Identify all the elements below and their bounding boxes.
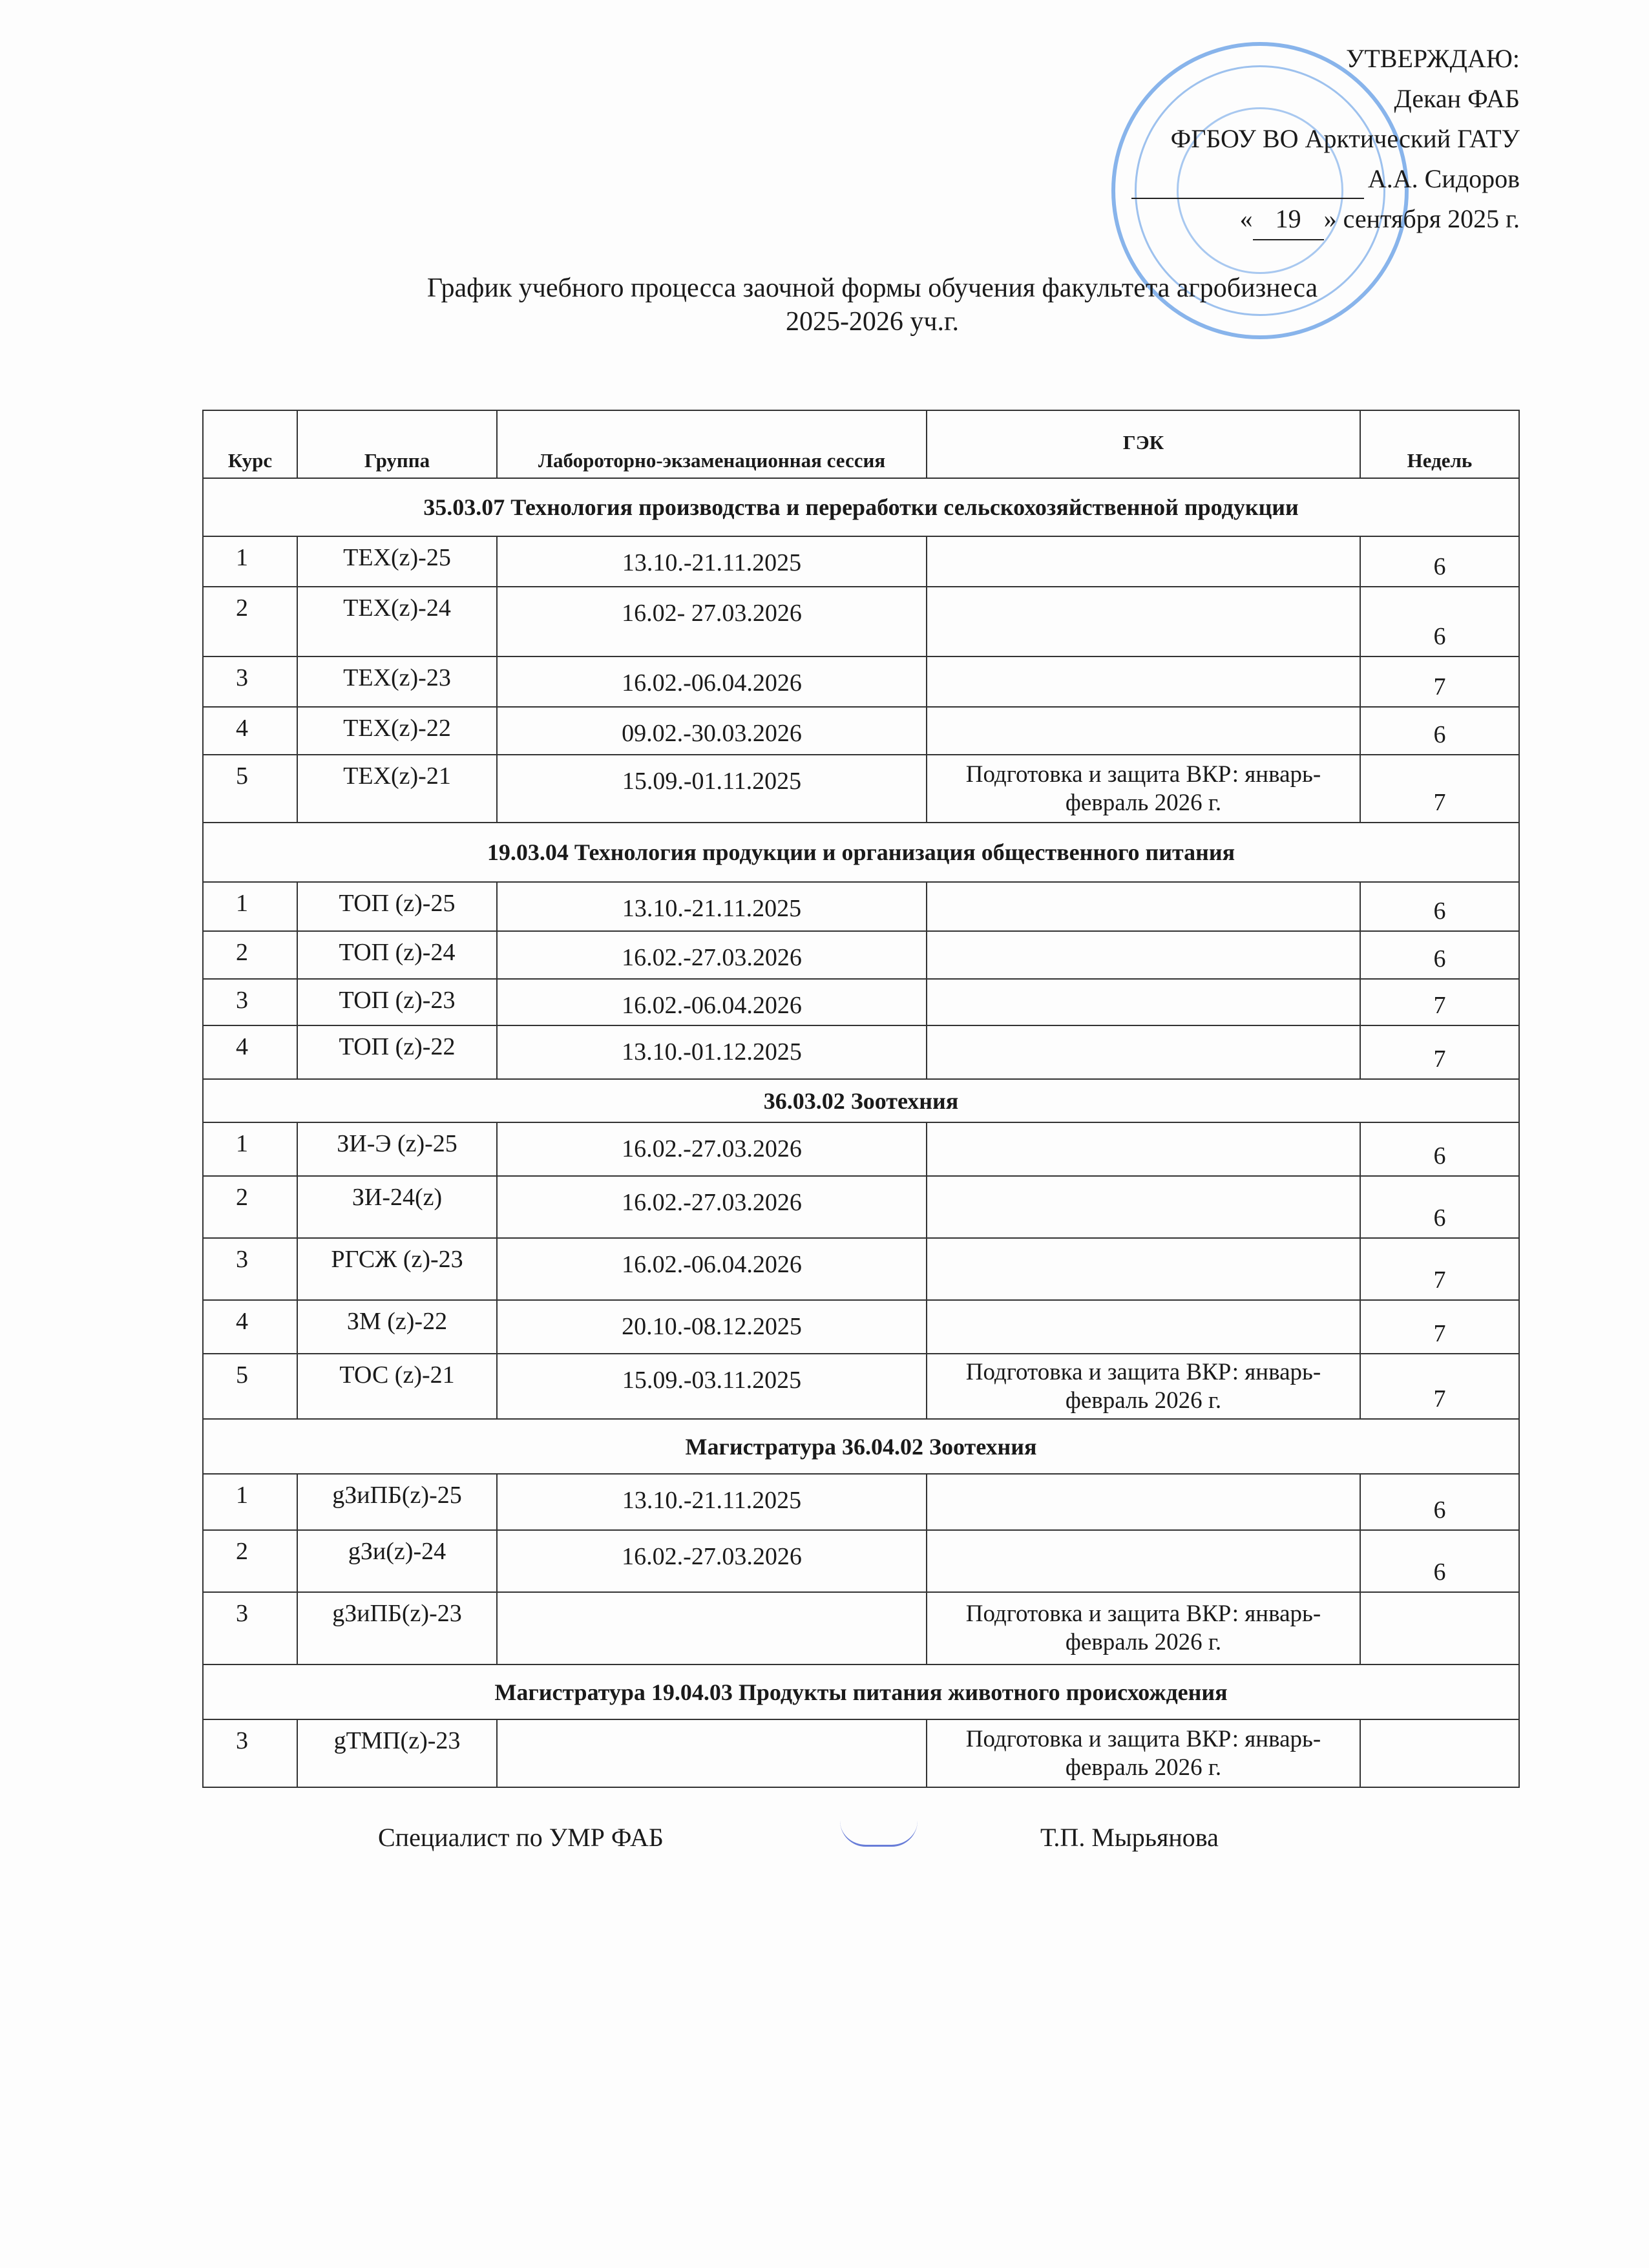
section-row	[203, 1079, 1519, 1122]
table-row	[203, 1122, 1519, 1176]
cell-group: ТОП (z)-24	[297, 931, 497, 979]
table-row	[203, 1176, 1519, 1238]
cell-group: ТОП (z)-25	[297, 882, 497, 931]
cell-session: 20.10.-08.12.2025	[497, 1300, 927, 1354]
cell-gek	[927, 1238, 1360, 1300]
section-title: 35.03.07 Технология производства и переработки сельскохозяйственной продукции	[203, 478, 1519, 536]
cell-group: ТЕХ(z)-22	[297, 707, 497, 755]
header-row	[203, 410, 1519, 478]
approval-position: Декан ФАБ	[1394, 84, 1520, 113]
cell-group: gЗи(z)-24	[297, 1530, 497, 1592]
section-title: 36.03.02 Зоотехния	[203, 1079, 1519, 1122]
cell-weeks: 7	[1360, 1025, 1519, 1079]
section-row	[203, 478, 1519, 536]
cell-session: 13.10.-21.11.2025	[497, 1474, 927, 1530]
table-row	[203, 979, 1519, 1025]
cell-weeks: 6	[1360, 1474, 1519, 1530]
table-row	[203, 755, 1519, 823]
approval-date	[1131, 199, 1520, 240]
cell-session: 13.10.-01.12.2025	[497, 1025, 927, 1079]
header-session: Лабороторно-экзаменационная сессия	[497, 410, 927, 478]
date-day: 19	[1253, 199, 1324, 240]
cell-session: 16.02.-27.03.2026	[497, 1122, 927, 1176]
cell-group: ТОП (z)-22	[297, 1025, 497, 1079]
cell-gek	[927, 1300, 1360, 1354]
cell-gek: Подготовка и защита ВКР: январь-февраль 2026 г.	[927, 1592, 1360, 1664]
cell-gek	[927, 1025, 1360, 1079]
title-line1: График учебного процесса заочной формы обучения факультета агробизнеса	[426, 273, 1318, 303]
cell-gek	[927, 587, 1360, 656]
date-rest: » сентября 2025 г.	[1323, 204, 1520, 233]
cell-weeks: 6	[1360, 882, 1519, 931]
cell-weeks	[1360, 1592, 1519, 1664]
schedule-table	[202, 410, 1520, 1788]
cell-kurs: 2	[203, 931, 297, 979]
table-row	[203, 1025, 1519, 1079]
cell-group: ТОС (z)-21	[297, 1354, 497, 1419]
cell-kurs: 2	[203, 1176, 297, 1238]
cell-kurs: 1	[203, 1474, 297, 1530]
cell-session	[497, 1592, 927, 1664]
cell-kurs: 5	[203, 755, 297, 823]
cell-group: ТЕХ(z)-24	[297, 587, 497, 656]
table-row	[203, 1354, 1519, 1419]
cell-group: ЗМ (z)-22	[297, 1300, 497, 1354]
cell-kurs: 3	[203, 1719, 297, 1787]
cell-weeks: 6	[1360, 587, 1519, 656]
table-row	[203, 707, 1519, 755]
section-row	[203, 823, 1519, 882]
footer-name: Т.П. Мырьянова	[1040, 1823, 1219, 1852]
cell-session: 09.02.-30.03.2026	[497, 707, 927, 755]
cell-weeks: 7	[1360, 1300, 1519, 1354]
section-row	[203, 1664, 1519, 1719]
cell-session: 13.10.-21.11.2025	[497, 536, 927, 587]
cell-session: 16.02.-06.04.2026	[497, 656, 927, 707]
cell-kurs: 4	[203, 707, 297, 755]
cell-weeks: 7	[1360, 755, 1519, 823]
cell-weeks	[1360, 1719, 1519, 1787]
header-kurs: Курс	[203, 410, 297, 478]
cell-gek	[927, 1176, 1360, 1238]
cell-gek	[927, 979, 1360, 1025]
approval-block	[1131, 39, 1520, 240]
cell-weeks: 6	[1360, 1176, 1519, 1238]
cell-weeks: 6	[1360, 1122, 1519, 1176]
header-weeks: Недель	[1360, 410, 1519, 478]
cell-group: gЗиПБ(z)-23	[297, 1592, 497, 1664]
table-row	[203, 1474, 1519, 1530]
footer-position: Специалист по УМР ФАБ	[378, 1823, 664, 1852]
table-row	[203, 536, 1519, 587]
signature-line	[1131, 172, 1364, 199]
cell-kurs: 1	[203, 536, 297, 587]
table-row	[203, 1238, 1519, 1300]
date-open: «	[1239, 204, 1253, 233]
cell-session: 13.10.-21.11.2025	[497, 882, 927, 931]
cell-group: gЗиПБ(z)-25	[297, 1474, 497, 1530]
cell-session: 16.02- 27.03.2026	[497, 587, 927, 656]
cell-group: ЗИ-Э (z)-25	[297, 1122, 497, 1176]
table-row	[203, 656, 1519, 707]
cell-gek	[927, 1530, 1360, 1592]
cell-weeks: 6	[1360, 536, 1519, 587]
cell-kurs: 1	[203, 882, 297, 931]
cell-session: 16.02.-27.03.2026	[497, 1176, 927, 1238]
cell-group: ТЕХ(z)-23	[297, 656, 497, 707]
cell-kurs: 4	[203, 1025, 297, 1079]
cell-gek	[927, 1122, 1360, 1176]
cell-weeks: 6	[1360, 707, 1519, 755]
table-row	[203, 1300, 1519, 1354]
table-row	[203, 587, 1519, 656]
cell-session: 15.09.-01.11.2025	[497, 755, 927, 823]
cell-kurs: 5	[203, 1354, 297, 1419]
cell-gek	[927, 536, 1360, 587]
table-row	[203, 931, 1519, 979]
cell-group: ТЕХ(z)-25	[297, 536, 497, 587]
cell-weeks: 7	[1360, 656, 1519, 707]
cell-gek	[927, 931, 1360, 979]
cell-kurs: 2	[203, 1530, 297, 1592]
cell-gek: Подготовка и защита ВКР: январь-февраль 2026 г.	[927, 1354, 1360, 1419]
cell-weeks: 7	[1360, 979, 1519, 1025]
cell-session: 16.02.-27.03.2026	[497, 931, 927, 979]
cell-weeks: 6	[1360, 931, 1519, 979]
cell-kurs: 1	[203, 1122, 297, 1176]
approval-name: А.А. Сидоров	[1367, 164, 1520, 193]
cell-gek	[927, 656, 1360, 707]
cell-gek: Подготовка и защита ВКР: январь-февраль 2026 г.	[927, 1719, 1360, 1787]
header-group: Группа	[297, 410, 497, 478]
approval-org: ФГБОУ ВО Арктический ГАТУ	[1170, 124, 1520, 153]
section-title: 19.03.04 Технология продукции и организация общественного питания	[203, 823, 1519, 882]
cell-group: ЗИ-24(z)	[297, 1176, 497, 1238]
cell-kurs: 3	[203, 1238, 297, 1300]
cell-session	[497, 1719, 927, 1787]
cell-kurs: 3	[203, 656, 297, 707]
cell-group: gТМП(z)-23	[297, 1719, 497, 1787]
title-line2: 2025-2026 уч.г.	[785, 307, 960, 337]
cell-kurs: 3	[203, 1592, 297, 1664]
cell-kurs: 3	[203, 979, 297, 1025]
cell-session: 16.02.-06.04.2026	[497, 1238, 927, 1300]
cell-session: 16.02.-27.03.2026	[497, 1530, 927, 1592]
cell-gek	[927, 1474, 1360, 1530]
cell-kurs: 2	[203, 587, 297, 656]
section-row	[203, 1419, 1519, 1474]
cell-group: РГСЖ (z)-23	[297, 1238, 497, 1300]
document-title	[0, 271, 1649, 339]
header-gek: ГЭК	[927, 410, 1360, 478]
cell-group: ТОП (z)-23	[297, 979, 497, 1025]
cell-weeks: 7	[1360, 1238, 1519, 1300]
section-title: Магистратура 36.04.02 Зоотехния	[203, 1419, 1519, 1474]
cell-gek: Подготовка и защита ВКР: январь-февраль 2026 г.	[927, 755, 1360, 823]
cell-gek	[927, 707, 1360, 755]
table-row	[203, 1592, 1519, 1664]
specialist-signature	[840, 1806, 918, 1847]
cell-kurs: 4	[203, 1300, 297, 1354]
approval-heading: УТВЕРЖДАЮ:	[1346, 44, 1520, 73]
cell-session: 15.09.-03.11.2025	[497, 1354, 927, 1419]
table-row	[203, 1530, 1519, 1592]
cell-group: ТЕХ(z)-21	[297, 755, 497, 823]
section-title: Магистратура 19.04.03 Продукты питания животного происхождения	[203, 1664, 1519, 1719]
cell-weeks: 7	[1360, 1354, 1519, 1419]
cell-session: 16.02.-06.04.2026	[497, 979, 927, 1025]
table-row	[203, 882, 1519, 931]
table-row	[203, 1719, 1519, 1787]
cell-weeks: 6	[1360, 1530, 1519, 1592]
cell-gek	[927, 882, 1360, 931]
